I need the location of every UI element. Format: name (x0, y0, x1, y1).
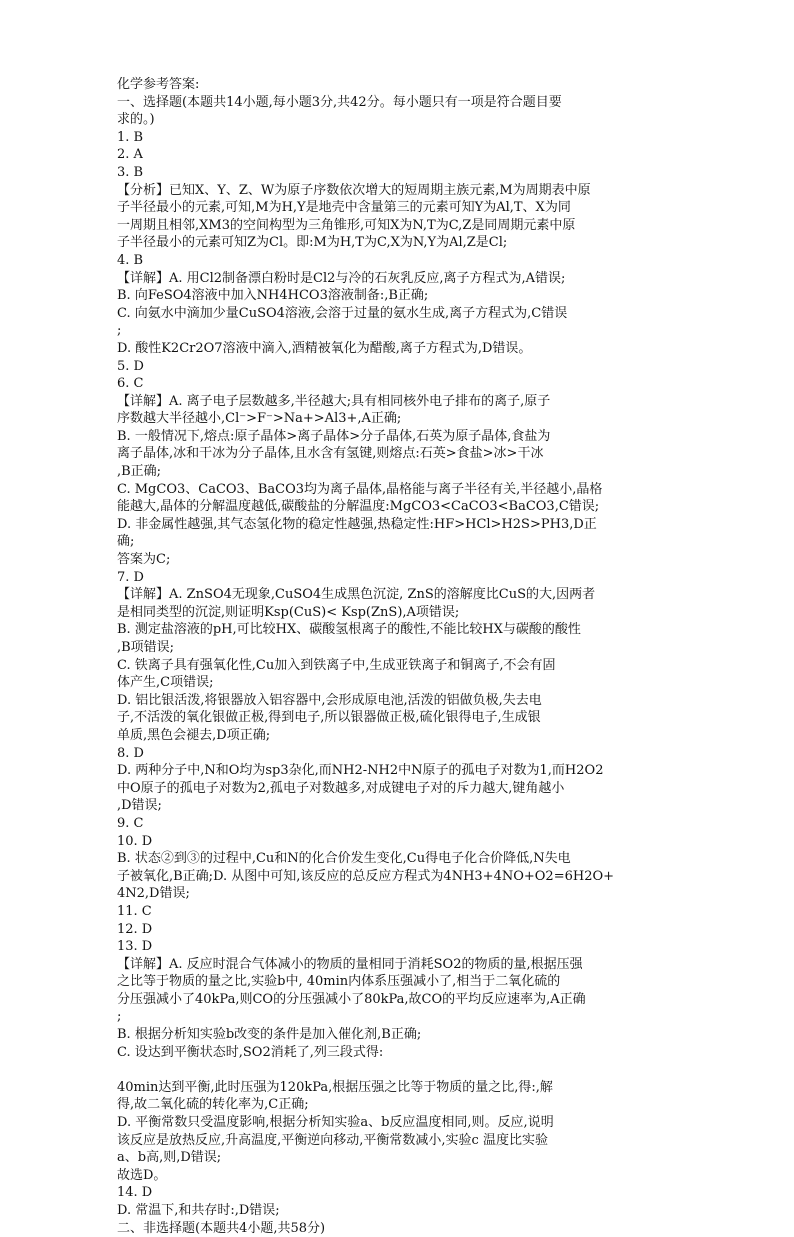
text-line: C. 向氨水中滴加少量CuSO4溶液,会溶于过量的氨水生成,离子方程式为,C错误 (117, 305, 568, 321)
text-line: ,B正确; (117, 464, 162, 480)
text-line: 6. C (117, 376, 144, 392)
text-line: 4. B (117, 252, 144, 268)
text-line: C. 铁离子具有强氧化性,Cu加入到铁离子中,生成亚铁离子和铜离子,不会有固 (117, 657, 556, 673)
text-line: 13. D (117, 939, 153, 955)
text-line: 一周期且相邻,XM3的空间构型为三角锥形,可知X为N,T为C,Z是同周期元素中原 (117, 217, 576, 233)
text-line: 之比等于物质的量之比,实验b中, 40min内体系压强减小了,相当于二氧化硫的 (117, 974, 561, 990)
text-line: 7. D (117, 569, 144, 585)
text-line: 5. D (117, 358, 144, 374)
text-line: 答案为C; (117, 552, 171, 568)
text-line: 中O原子的孤电子对数为2,孤电子对数越多,对成键电子对的斥力越大,键角越小 (117, 780, 565, 796)
text-line: 故选D。 (117, 1167, 167, 1183)
text-line: ,B项错误; (117, 640, 175, 655)
text-line: 能越大,晶体的分解温度越低,碳酸盐的分解温度:MgCO3<CaCO3<BaCO3,C错误; (117, 499, 600, 515)
text-line: B. 一般情况下,熔点:原子晶体>离子晶体>分子晶体,石英为原子晶体,食盐为 (117, 428, 551, 444)
text-line: B. 向FeSO4溶液中加入NH4HCO3溶液制备:,B正确; (117, 288, 429, 304)
text-line: 1. B (117, 129, 144, 145)
text-line: 求的。) (117, 112, 155, 128)
text-line: 分压强减小了40kPa,则CO的分压强减小了80kPa,故CO的平均反应速率为,A正确 (117, 991, 586, 1007)
text-line: ; (117, 323, 122, 339)
text-line: 单质,黑色会褪去,D项正确; (117, 727, 271, 743)
text-line: 子半径最小的元素可知Z为Cl。即:M为H,T为C,X为N,Y为Al,Z是Cl; (117, 235, 508, 251)
text-line: C. MgCO3、CaCO3、BaCO3均为离子晶体,晶格能与离子半径有关,半径越小,晶格 (117, 481, 603, 497)
text-line (117, 1061, 697, 1079)
text-line: 是相同类型的沉淀,则证明Ksp(CuS)< Ksp(ZnS),A项错误; (117, 604, 460, 620)
text-line: 离子晶体,冰和干冰为分子晶体,且水含有氢键,则熔点:石英>食盐>冰>干冰 (117, 446, 544, 462)
text-line: a、b高,则,D错误; (117, 1150, 222, 1166)
text-line: 10. D (117, 833, 153, 849)
text-line: 【详解】A. ZnSO4无现象,CuSO4生成黑色沉淀, ZnS的溶解度比CuS的大,因两者 (117, 587, 596, 603)
text-line: 该反应是放热反应,升高温度,平衡逆向移动,平衡常数减小,实验c 温度比实验 (117, 1132, 548, 1148)
text-line: 【详解】A. 离子电子层数越多,半径越大;具有相同核外电子排布的离子,原子 (117, 393, 551, 409)
text-line: 40min达到平衡,此时压强为120kPa,根据压强之比等于物质的量之比,得:,解 (117, 1079, 553, 1095)
text-line: 【详解】A. 用Cl2制备漂白粉时是Cl2与冷的石灰乳反应,离子方程式为,A错误; (117, 270, 566, 286)
text-line: D. 常温下,和共存时:,D错误; (117, 1203, 280, 1218)
text-line: 8. D (117, 745, 144, 761)
text-line: D. 铝比银活泼,将银器放入铝容器中,会形成原电池,活泼的铝做负极,失去电 (117, 692, 542, 708)
answer-document (117, 76, 697, 1237)
text-line: 3. B (117, 164, 144, 180)
text-line: 【详解】A. 反应时混合气体减小的物质的量相同于消耗SO2的物质的量,根据压强 (117, 956, 583, 972)
text-line: 二、非选择题(本题共4小题,共58分) (117, 1220, 326, 1236)
text-line: B. 根据分析知实验b改变的条件是加入催化剂,B正确; (117, 1027, 422, 1043)
text-line: 12. D (117, 921, 153, 937)
text-line: 4N2,D错误; (117, 886, 190, 902)
text-line: 化学参考答案: (117, 77, 200, 92)
text-line: B. 状态②到③的过程中,Cu和N的化合价发生变化,Cu得电子化合价降低,N失电 (117, 851, 571, 867)
text-line: ,D错误; (117, 798, 162, 814)
text-line: 子半径最小的元素,可知,M为H,Y是地壳中含量第三的元素可知Y为Al,T、X为同 (117, 200, 571, 216)
text-line: 确; (117, 534, 135, 550)
text-line: 9. C (117, 815, 144, 831)
text-line: 得,故二氧化硫的转化率为,C正确; (117, 1097, 309, 1113)
text-line: B. 测定盐溶液的pH,可比较HX、碳酸氢根离子的酸性,不能比较HX与碳酸的酸性 (117, 622, 581, 638)
text-line: ; (117, 1009, 122, 1025)
text-line: D. 非金属性越强,其气态氢化物的稳定性越强,热稳定性:HF>HCl>H2S>PH3,D正 (117, 516, 597, 532)
text-line: 序数越大半径越小,Cl⁻>F⁻>Na+>Al3+,A正确; (117, 411, 402, 427)
text-line: D. 平衡常数只受温度影响,根据分析知实验a、b反应温度相同,则。反应,说明 (117, 1115, 554, 1131)
text-line: 子被氧化,B正确;D. 从图中可知,该反应的总反应方程式为4NH3+4NO+O2=6H2O+ (117, 868, 615, 884)
text-line: D. 酸性K2Cr2O7溶液中滴入,酒精被氧化为醋酸,离子方程式为,D错误。 (117, 340, 532, 356)
text-line: 14. D (117, 1185, 153, 1201)
text-line: C. 设达到平衡状态时,SO2消耗了,列三段式得: (117, 1044, 384, 1060)
text-line: 11. C (117, 903, 152, 919)
text-line: D. 两种分子中,N和O均为sp3杂化,而NH2-NH2中N原子的孤电子对数为1,而H2O2 (117, 763, 604, 779)
text-line: 体产生,C项错误; (117, 675, 214, 691)
text-line: 子,不活泼的氧化银做正极,得到电子,所以银器做正极,硫化银得电子,生成银 (117, 710, 541, 726)
text-line: 一、选择题(本题共14小题,每小题3分,共42分。每小题只有一项是符合题目要 (117, 94, 562, 110)
text-line: 2. A (117, 147, 143, 163)
text-line: 【分析】已知X、Y、Z、W为原子序数依次增大的短周期主族元素,M为周期表中原 (117, 182, 591, 198)
